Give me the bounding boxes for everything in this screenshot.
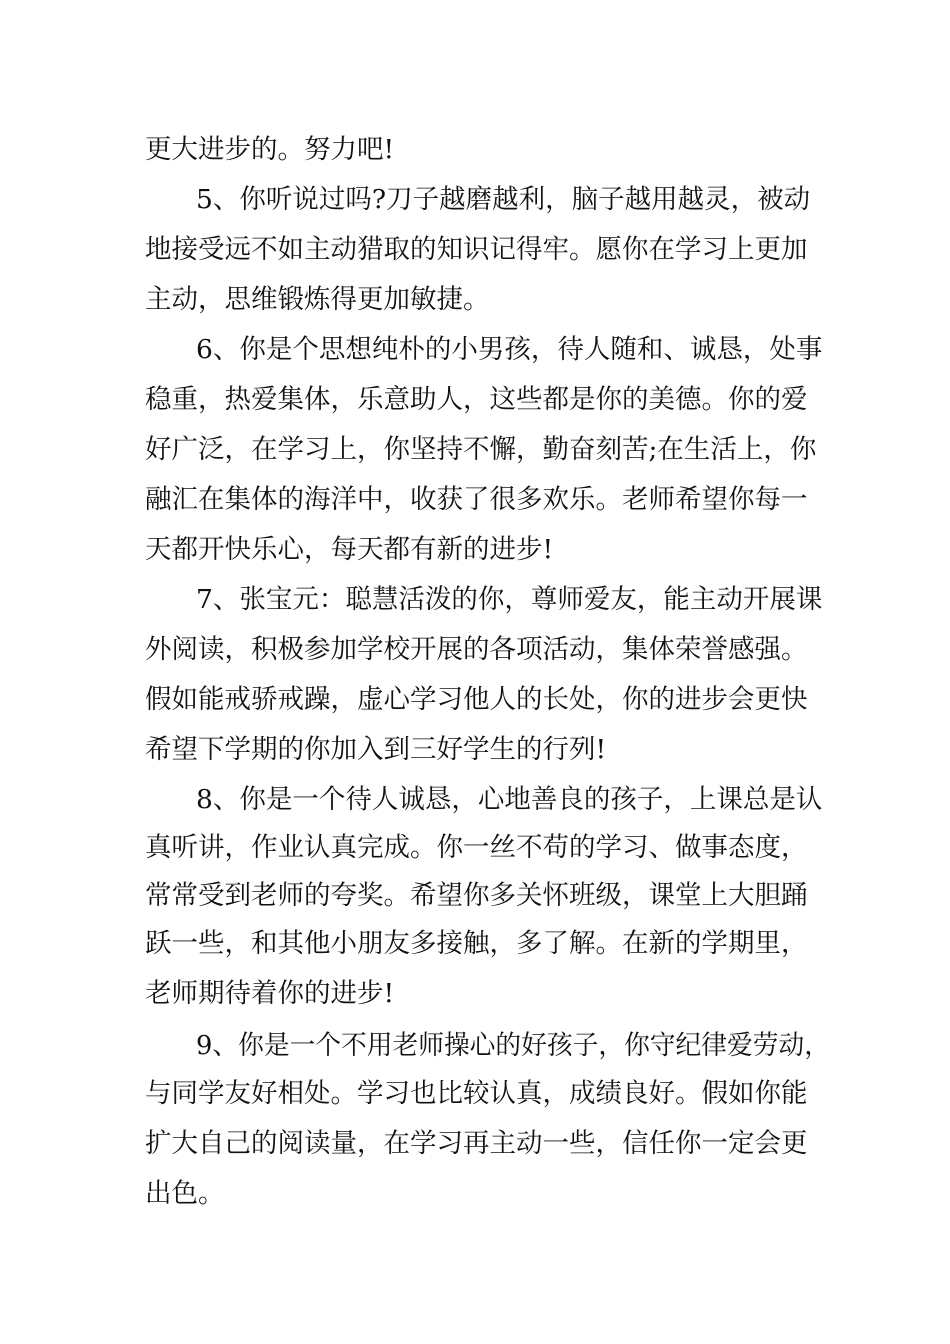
text-line: 好广泛，在学习上，你坚持不懈，勤奋刻苦;在生活上，你	[145, 434, 817, 465]
text-line: 融汇在集体的海洋中，收获了很多欢乐。老师希望你每一	[145, 484, 808, 515]
text-line: 天都开快乐心，每天都有新的进步!	[145, 534, 554, 565]
text-line: 与同学友好相处。学习也比较认真，成绩良好。假如你能	[145, 1078, 808, 1109]
paragraph-7-line: 7、张宝元：聪慧活泼的你，尊师爱友，能主动开展课	[196, 584, 823, 615]
text-line: 真听讲，作业认真完成。你一丝不苟的学习、做事态度，	[145, 832, 808, 863]
text-line: 跃一些，和其他小朋友多接触，多了解。在新的学期里，	[145, 928, 808, 959]
text-line: 外阅读，积极参加学校开展的各项活动，集体荣誉感强。	[145, 634, 808, 665]
paragraph-9-line: 9、你是一个不用老师操心的好孩子，你守纪律爱劳动，	[196, 1030, 830, 1061]
text-line: 主动，思维锻炼得更加敏捷。	[145, 284, 490, 315]
text-line: 老师期待着你的进步!	[145, 978, 395, 1009]
paragraph-6-line: 6、你是个思想纯朴的小男孩，待人随和、诚恳，处事	[196, 334, 823, 365]
text-line: 更大进步的。努力吧!	[145, 134, 395, 165]
text-line: 出色。	[145, 1178, 225, 1209]
text-line: 希望下学期的你加入到三好学生的行列!	[145, 734, 607, 765]
paragraph-5-line: 5、你听说过吗?刀子越磨越利，脑子越用越灵，被动	[196, 184, 811, 215]
text-line: 地接受远不如主动猎取的知识记得牢。愿你在学习上更加	[145, 234, 808, 265]
text-line: 常常受到老师的夸奖。希望你多关怀班级，课堂上大胆踊	[145, 880, 808, 911]
text-line: 假如能戒骄戒躁，虚心学习他人的长处，你的进步会更快	[145, 684, 808, 715]
text-line: 稳重，热爱集体，乐意助人，这些都是你的美德。你的爱	[145, 384, 808, 415]
text-line: 扩大自己的阅读量，在学习再主动一些，信任你一定会更	[145, 1128, 808, 1159]
paragraph-8-line: 8、你是一个待人诚恳，心地善良的孩子，上课总是认	[196, 784, 823, 815]
